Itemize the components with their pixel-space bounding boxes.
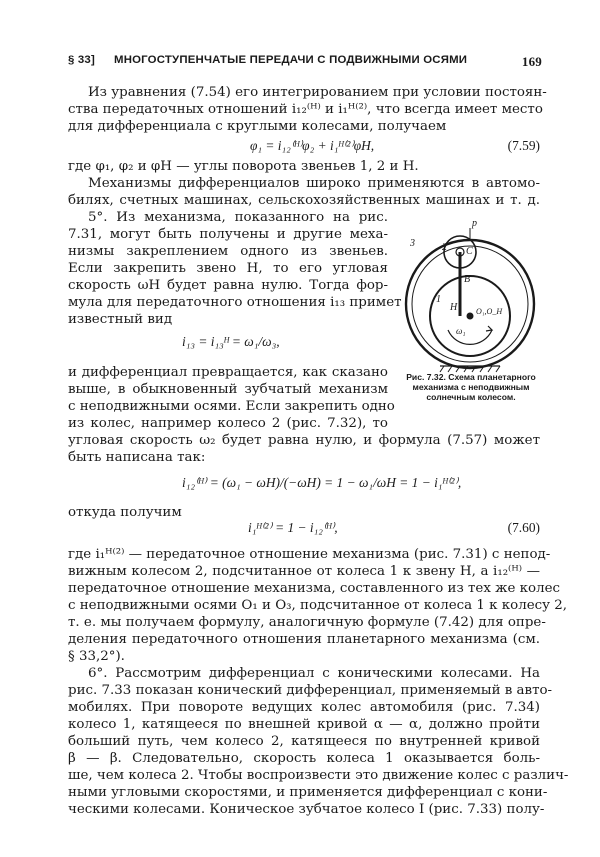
- text-line: 7.31, могут быть получены и другие меха-: [68, 227, 388, 242]
- equation-7-59: φ₁ = i₁₂⁽ᴴ⁾φ₂ + i₁ᴴ⁽²⁾φH,: [250, 138, 375, 153]
- running-title: МНОГОСТУПЕНЧАТЫЕ ПЕРЕДАЧИ С ПОДВИЖНЫМИ ОСЯМИ: [114, 54, 468, 66]
- text-line: вижным колесом 2, подсчитанное от колеса 1 к звену H, а i₁₂⁽ᴴ⁾ —: [68, 564, 540, 579]
- text-line: низмы закреплением одного из звеньев.: [68, 244, 388, 259]
- text-line: из колес, например колесо 2 (рис. 7.32), то: [68, 416, 388, 431]
- section-mark: § 33]: [68, 54, 95, 66]
- label-o: O₁,O_H: [476, 307, 503, 316]
- text-line: известный вид: [68, 312, 173, 327]
- ring-gear-3: [406, 240, 534, 368]
- text-line: рис. 7.33 показан конический дифференциал, применяемый в авто-: [68, 683, 553, 698]
- text-line: мобилях. При повороте ведущих колес автомобиля (рис. 7.34): [68, 700, 540, 715]
- text-line: деления передаточного отношения планетарного механизма (см.: [68, 632, 540, 647]
- equation-number: (7.59): [507, 138, 540, 153]
- text-line: β — β. Следовательно, скорость колеса 1 оказывается боль-: [68, 751, 540, 766]
- equation-7-60: i₁ᴴ⁽²⁾ = 1 − i₁₂⁽ᴴ⁾,: [248, 520, 338, 535]
- omega-arrow: [486, 326, 492, 331]
- text-line: угловая скорость ω₂ будет равна нулю, и формула (7.57) может: [68, 433, 540, 448]
- text-line: с неподвижными осями O₁ и O₃, подсчитанное от колеса 1 к колесу 2,: [68, 598, 568, 613]
- page-number: 169: [521, 54, 542, 69]
- text-line: больший путь, чем колесо 2, катящееся по внутренней кривой: [68, 734, 540, 749]
- label-2: 2: [442, 242, 447, 253]
- text-line: т. е. мы получаем формулу, аналогичную формуле (7.42) для опре-: [68, 615, 546, 630]
- planetary-mechanism-figure: [396, 216, 544, 376]
- text-line: 6°. Рассмотрим дифференциал с коническими колесами. На: [88, 666, 540, 681]
- text-line: мула для передаточного отношения i₁₃ примет: [68, 295, 402, 310]
- label-c: C: [466, 246, 473, 257]
- text-line: быть написана так:: [68, 450, 206, 465]
- text-line: § 33,2°).: [68, 649, 125, 664]
- text-line: выше, в обыкновенный зубчатый механизм: [68, 382, 388, 397]
- text-line: Из уравнения (7.54) его интегрированием при условии постоян-: [88, 85, 547, 100]
- label-omega: ω₁: [456, 326, 466, 336]
- text-line: и дифференциал превращается, как сказано: [68, 365, 388, 380]
- omega-arc: [448, 330, 492, 344]
- figure-caption: Рис. 7.32. Схема планетарного механизма с неподвижным солнечным колесом.: [406, 372, 536, 402]
- label-1: 1: [436, 294, 441, 305]
- text-line: колесо 1, катящееся по внешней кривой α — α, должно пройти: [68, 717, 540, 732]
- text-line: где φ₁, φ₂ и φH — углы поворота звеньев 1, 2 и H.: [68, 159, 419, 174]
- label-3: 3: [410, 238, 415, 249]
- text-line: Если закрепить звено H, то его угловая: [68, 261, 388, 276]
- text-line: ше, чем колеса 2. Чтобы воспроизвести это движение колес с различ-: [68, 768, 569, 783]
- text-line: Механизмы дифференциалов широко применяются в автомо-: [88, 176, 540, 191]
- text-line: ства передаточных отношений i₁₂⁽ᴴ⁾ и i₁ᴴ⁽²⁾, что всегда имеет место: [68, 102, 543, 117]
- text-line: ческими колесами. Коническое зубчатое колесо I (рис. 7.33) полу-: [68, 802, 545, 817]
- text-line: передаточное отношение механизма, составленного из тех же колес: [68, 581, 561, 596]
- equation-number: (7.60): [507, 520, 540, 535]
- equation-mid: i₁₂⁽ᴴ⁾ = (ω₁ − ωH)/(−ωH) = 1 − ω₁/ωH = 1 − i₁ᴴ⁽²⁾,: [182, 475, 462, 490]
- text-line: ными угловыми скоростями, и применяется дифференциал с кони-: [68, 785, 548, 800]
- center-axis: [467, 313, 473, 319]
- text-line: для дифференциала с круглыми колесами, получаем: [68, 119, 447, 134]
- text-line: 5°. Из механизма, показанного на рис.: [88, 210, 388, 225]
- text-line: где i₁ᴴ⁽²⁾ — передаточное отношение механизма (рис. 7.31) с непод-: [68, 547, 551, 562]
- text-line: скорость ωH будет равна нулю. Тогда фор-: [68, 278, 388, 293]
- text-line: с неподвижными осями. Если закрепить одно: [68, 399, 395, 414]
- running-head: [68, 54, 542, 70]
- equation-i13: i₁₃ = i₁₃ᴴ = ω₁/ω₃,: [182, 334, 280, 349]
- text-line: откуда получим: [68, 505, 182, 520]
- text-line: билях, счетных машинах, сельскохозяйственных машинах и т. д.: [68, 193, 540, 208]
- label-p: p: [472, 218, 477, 229]
- label-b: B: [464, 274, 471, 285]
- label-h: H: [450, 302, 458, 313]
